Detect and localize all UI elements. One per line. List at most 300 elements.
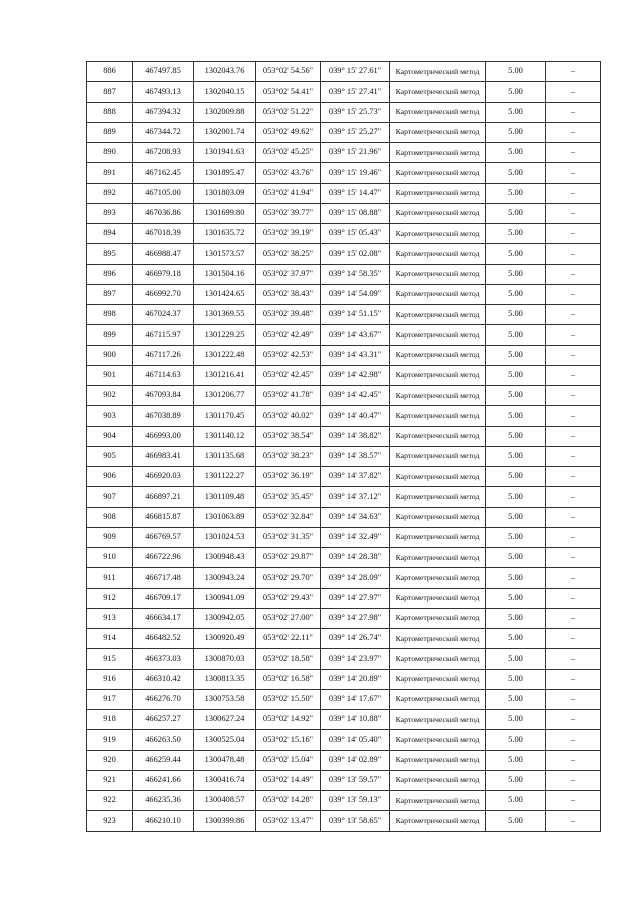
method-cell: Картометрический метод: [390, 82, 486, 102]
accuracy-cell: 5.00: [486, 305, 546, 325]
x-coordinate-cell: 467162.45: [133, 163, 194, 183]
table-row: [87, 588, 601, 608]
longitude-cell: 039° 14' 34.63": [321, 507, 390, 527]
method-cell: Картометрический метод: [390, 568, 486, 588]
x-coordinate-cell: 466276.70: [133, 689, 194, 709]
method-cell: Картометрический метод: [390, 608, 486, 628]
accuracy-cell: 5.00: [486, 62, 546, 82]
note-cell: –: [546, 143, 601, 163]
method-cell: Картометрический метод: [390, 689, 486, 709]
x-coordinate-cell: 467114.63: [133, 365, 194, 385]
note-cell: –: [546, 568, 601, 588]
longitude-cell: 039° 14' 40.47": [321, 406, 390, 426]
x-coordinate-cell: 466241.66: [133, 770, 194, 790]
latitude-cell: 053°02' 38.54": [256, 426, 321, 446]
x-coordinate-cell: 466257.27: [133, 710, 194, 730]
accuracy-cell: 5.00: [486, 203, 546, 223]
accuracy-cell: 5.00: [486, 386, 546, 406]
y-coordinate-cell: 1300870.03: [194, 649, 256, 669]
longitude-cell: 039° 14' 51.15": [321, 305, 390, 325]
latitude-cell: 053°02' 22.11": [256, 629, 321, 649]
table-row: [87, 527, 601, 547]
method-cell: Картометрический метод: [390, 649, 486, 669]
accuracy-cell: 5.00: [486, 82, 546, 102]
table-row: [87, 426, 601, 446]
y-coordinate-cell: 1301222.48: [194, 345, 256, 365]
note-cell: –: [546, 426, 601, 446]
latitude-cell: 053°02' 51.22": [256, 102, 321, 122]
point-number-cell: 895: [87, 244, 133, 264]
point-number-cell: 904: [87, 426, 133, 446]
point-number-cell: 887: [87, 82, 133, 102]
table-row: [87, 568, 601, 588]
note-cell: –: [546, 791, 601, 811]
method-cell: Картометрический метод: [390, 467, 486, 487]
longitude-cell: 039° 14' 23.97": [321, 649, 390, 669]
y-coordinate-cell: 1300813.35: [194, 669, 256, 689]
longitude-cell: 039° 14' 37.82": [321, 467, 390, 487]
y-coordinate-cell: 1300920.49: [194, 629, 256, 649]
table-row: [87, 102, 601, 122]
latitude-cell: 053°02' 37.97": [256, 264, 321, 284]
accuracy-cell: 5.00: [486, 710, 546, 730]
accuracy-cell: 5.00: [486, 750, 546, 770]
latitude-cell: 053°02' 39.19": [256, 224, 321, 244]
longitude-cell: 039° 15' 05.43": [321, 224, 390, 244]
point-number-cell: 908: [87, 507, 133, 527]
method-cell: Картометрический метод: [390, 426, 486, 446]
method-cell: Картометрический метод: [390, 284, 486, 304]
y-coordinate-cell: 1301941.63: [194, 143, 256, 163]
method-cell: Картометрический метод: [390, 345, 486, 365]
latitude-cell: 053°02' 40.02": [256, 406, 321, 426]
table-row: [87, 163, 601, 183]
method-cell: Картометрический метод: [390, 548, 486, 568]
point-number-cell: 913: [87, 608, 133, 628]
method-cell: Картометрический метод: [390, 102, 486, 122]
point-number-cell: 916: [87, 669, 133, 689]
x-coordinate-cell: 467018.39: [133, 224, 194, 244]
x-coordinate-cell: 467115.97: [133, 325, 194, 345]
y-coordinate-cell: 1301803.09: [194, 183, 256, 203]
table-row: [87, 487, 601, 507]
note-cell: –: [546, 325, 601, 345]
x-coordinate-cell: 466210.10: [133, 811, 194, 831]
latitude-cell: 053°02' 16.58": [256, 669, 321, 689]
table-row: [87, 82, 601, 102]
latitude-cell: 053°02' 38.23": [256, 446, 321, 466]
table-row: [87, 143, 601, 163]
accuracy-cell: 5.00: [486, 284, 546, 304]
point-number-cell: 898: [87, 305, 133, 325]
y-coordinate-cell: 1301216.41: [194, 365, 256, 385]
x-coordinate-cell: 466983.41: [133, 446, 194, 466]
latitude-cell: 053°02' 15.50": [256, 689, 321, 709]
y-coordinate-cell: 1301895.47: [194, 163, 256, 183]
method-cell: Картометрический метод: [390, 446, 486, 466]
y-coordinate-cell: 1302001.74: [194, 122, 256, 142]
method-cell: Картометрический метод: [390, 244, 486, 264]
longitude-cell: 039° 14' 10.88": [321, 710, 390, 730]
note-cell: –: [546, 62, 601, 82]
note-cell: –: [546, 730, 601, 750]
note-cell: –: [546, 122, 601, 142]
table-row: [87, 629, 601, 649]
accuracy-cell: 5.00: [486, 629, 546, 649]
longitude-cell: 039° 15' 02.08": [321, 244, 390, 264]
longitude-cell: 039° 13' 59.13": [321, 791, 390, 811]
longitude-cell: 039° 14' 28.09": [321, 568, 390, 588]
point-number-cell: 901: [87, 365, 133, 385]
accuracy-cell: 5.00: [486, 325, 546, 345]
longitude-cell: 039° 14' 43.67": [321, 325, 390, 345]
note-cell: –: [546, 487, 601, 507]
method-cell: Картометрический метод: [390, 770, 486, 790]
table-row: [87, 669, 601, 689]
point-number-cell: 886: [87, 62, 133, 82]
method-cell: Картометрический метод: [390, 730, 486, 750]
accuracy-cell: 5.00: [486, 426, 546, 446]
accuracy-cell: 5.00: [486, 183, 546, 203]
table-row: [87, 305, 601, 325]
accuracy-cell: 5.00: [486, 608, 546, 628]
x-coordinate-cell: 467038.89: [133, 406, 194, 426]
longitude-cell: 039° 15' 19.46": [321, 163, 390, 183]
accuracy-cell: 5.00: [486, 122, 546, 142]
table-row: [87, 811, 601, 831]
x-coordinate-cell: 466259.44: [133, 750, 194, 770]
y-coordinate-cell: 1301424.65: [194, 284, 256, 304]
y-coordinate-cell: 1301135.68: [194, 446, 256, 466]
x-coordinate-cell: 466482.52: [133, 629, 194, 649]
x-coordinate-cell: 467394.32: [133, 102, 194, 122]
x-coordinate-cell: 467024.37: [133, 305, 194, 325]
coordinates-table-body: [87, 62, 601, 832]
x-coordinate-cell: 467117.26: [133, 345, 194, 365]
note-cell: –: [546, 710, 601, 730]
longitude-cell: 039° 14' 27.98": [321, 608, 390, 628]
longitude-cell: 039° 14' 54.09": [321, 284, 390, 304]
point-number-cell: 917: [87, 689, 133, 709]
accuracy-cell: 5.00: [486, 467, 546, 487]
y-coordinate-cell: 1301140.12: [194, 426, 256, 446]
latitude-cell: 053°02' 32.84": [256, 507, 321, 527]
note-cell: –: [546, 770, 601, 790]
table-row: [87, 548, 601, 568]
latitude-cell: 053°02' 18.58": [256, 649, 321, 669]
latitude-cell: 053°02' 41.94": [256, 183, 321, 203]
y-coordinate-cell: 1300627.24: [194, 710, 256, 730]
y-coordinate-cell: 1301504.16: [194, 264, 256, 284]
x-coordinate-cell: 467208.93: [133, 143, 194, 163]
point-number-cell: 892: [87, 183, 133, 203]
longitude-cell: 039° 13' 58.65": [321, 811, 390, 831]
point-number-cell: 900: [87, 345, 133, 365]
accuracy-cell: 5.00: [486, 791, 546, 811]
point-number-cell: 893: [87, 203, 133, 223]
longitude-cell: 039° 15' 27.61": [321, 62, 390, 82]
method-cell: Картометрический метод: [390, 62, 486, 82]
latitude-cell: 053°02' 54.56": [256, 62, 321, 82]
x-coordinate-cell: 466992.70: [133, 284, 194, 304]
x-coordinate-cell: 466988.47: [133, 244, 194, 264]
latitude-cell: 053°02' 39.48": [256, 305, 321, 325]
table-row: [87, 264, 601, 284]
y-coordinate-cell: 1300408.57: [194, 791, 256, 811]
accuracy-cell: 5.00: [486, 143, 546, 163]
accuracy-cell: 5.00: [486, 568, 546, 588]
y-coordinate-cell: 1301573.57: [194, 244, 256, 264]
longitude-cell: 039° 14' 02.89": [321, 750, 390, 770]
x-coordinate-cell: 466634.17: [133, 608, 194, 628]
y-coordinate-cell: 1301369.55: [194, 305, 256, 325]
note-cell: –: [546, 608, 601, 628]
y-coordinate-cell: 1300943.24: [194, 568, 256, 588]
note-cell: –: [546, 203, 601, 223]
y-coordinate-cell: 1301206.77: [194, 386, 256, 406]
longitude-cell: 039° 13' 59.57": [321, 770, 390, 790]
y-coordinate-cell: 1300948.43: [194, 548, 256, 568]
point-number-cell: 912: [87, 588, 133, 608]
latitude-cell: 053°02' 39.77": [256, 203, 321, 223]
note-cell: –: [546, 507, 601, 527]
table-row: [87, 750, 601, 770]
x-coordinate-cell: 466722.96: [133, 548, 194, 568]
x-coordinate-cell: 466920.03: [133, 467, 194, 487]
accuracy-cell: 5.00: [486, 770, 546, 790]
method-cell: Картометрический метод: [390, 365, 486, 385]
method-cell: Картометрический метод: [390, 588, 486, 608]
point-number-cell: 906: [87, 467, 133, 487]
method-cell: Картометрический метод: [390, 669, 486, 689]
accuracy-cell: 5.00: [486, 487, 546, 507]
x-coordinate-cell: 467036.86: [133, 203, 194, 223]
x-coordinate-cell: 467093.84: [133, 386, 194, 406]
table-row: [87, 467, 601, 487]
point-number-cell: 890: [87, 143, 133, 163]
table-row: [87, 446, 601, 466]
latitude-cell: 053°02' 15.16": [256, 730, 321, 750]
accuracy-cell: 5.00: [486, 163, 546, 183]
note-cell: –: [546, 750, 601, 770]
y-coordinate-cell: 1300478.48: [194, 750, 256, 770]
note-cell: –: [546, 82, 601, 102]
y-coordinate-cell: 1302043.76: [194, 62, 256, 82]
accuracy-cell: 5.00: [486, 527, 546, 547]
point-number-cell: 902: [87, 386, 133, 406]
latitude-cell: 053°02' 41.78": [256, 386, 321, 406]
accuracy-cell: 5.00: [486, 689, 546, 709]
point-number-cell: 919: [87, 730, 133, 750]
accuracy-cell: 5.00: [486, 669, 546, 689]
table-row: [87, 791, 601, 811]
note-cell: –: [546, 406, 601, 426]
note-cell: –: [546, 527, 601, 547]
latitude-cell: 053°02' 42.53": [256, 345, 321, 365]
note-cell: –: [546, 649, 601, 669]
method-cell: Картометрический метод: [390, 507, 486, 527]
longitude-cell: 039° 15' 25.27": [321, 122, 390, 142]
point-number-cell: 888: [87, 102, 133, 122]
longitude-cell: 039° 14' 43.31": [321, 345, 390, 365]
y-coordinate-cell: 1301229.25: [194, 325, 256, 345]
latitude-cell: 053°02' 14.49": [256, 770, 321, 790]
note-cell: –: [546, 467, 601, 487]
longitude-cell: 039° 14' 38.57": [321, 446, 390, 466]
longitude-cell: 039° 15' 14.47": [321, 183, 390, 203]
accuracy-cell: 5.00: [486, 264, 546, 284]
longitude-cell: 039° 14' 28.38": [321, 548, 390, 568]
table-row: [87, 325, 601, 345]
table-row: [87, 224, 601, 244]
note-cell: –: [546, 629, 601, 649]
x-coordinate-cell: 466310.42: [133, 669, 194, 689]
y-coordinate-cell: 1300753.58: [194, 689, 256, 709]
x-coordinate-cell: 466993.00: [133, 426, 194, 446]
table-row: [87, 365, 601, 385]
method-cell: Картометрический метод: [390, 305, 486, 325]
point-number-cell: 909: [87, 527, 133, 547]
table-row: [87, 203, 601, 223]
method-cell: Картометрический метод: [390, 629, 486, 649]
x-coordinate-cell: 466979.18: [133, 264, 194, 284]
y-coordinate-cell: 1300416.74: [194, 770, 256, 790]
x-coordinate-cell: 466709.17: [133, 588, 194, 608]
table-row: [87, 62, 601, 82]
point-number-cell: 918: [87, 710, 133, 730]
note-cell: –: [546, 305, 601, 325]
note-cell: –: [546, 446, 601, 466]
note-cell: –: [546, 284, 601, 304]
point-number-cell: 915: [87, 649, 133, 669]
y-coordinate-cell: 1300399.86: [194, 811, 256, 831]
latitude-cell: 053°02' 29.43": [256, 588, 321, 608]
method-cell: Картометрический метод: [390, 264, 486, 284]
latitude-cell: 053°02' 29.87": [256, 548, 321, 568]
method-cell: Картометрический метод: [390, 183, 486, 203]
accuracy-cell: 5.00: [486, 649, 546, 669]
method-cell: Картометрический метод: [390, 386, 486, 406]
accuracy-cell: 5.00: [486, 507, 546, 527]
table-row: [87, 689, 601, 709]
y-coordinate-cell: 1300525.04: [194, 730, 256, 750]
longitude-cell: 039° 14' 27.97": [321, 588, 390, 608]
latitude-cell: 053°02' 42.49": [256, 325, 321, 345]
longitude-cell: 039° 14' 38.82": [321, 426, 390, 446]
x-coordinate-cell: 466263.50: [133, 730, 194, 750]
accuracy-cell: 5.00: [486, 446, 546, 466]
point-number-cell: 896: [87, 264, 133, 284]
x-coordinate-cell: 466373.03: [133, 649, 194, 669]
latitude-cell: 053°02' 31.35": [256, 527, 321, 547]
note-cell: –: [546, 588, 601, 608]
point-number-cell: 903: [87, 406, 133, 426]
note-cell: –: [546, 224, 601, 244]
longitude-cell: 039° 14' 42.98": [321, 365, 390, 385]
x-coordinate-cell: 466235.36: [133, 791, 194, 811]
y-coordinate-cell: 1301109.48: [194, 487, 256, 507]
note-cell: –: [546, 102, 601, 122]
method-cell: Картометрический метод: [390, 325, 486, 345]
x-coordinate-cell: 467497.85: [133, 62, 194, 82]
accuracy-cell: 5.00: [486, 102, 546, 122]
longitude-cell: 039° 14' 26.74": [321, 629, 390, 649]
table-row: [87, 770, 601, 790]
point-number-cell: 894: [87, 224, 133, 244]
method-cell: Картометрический метод: [390, 811, 486, 831]
y-coordinate-cell: 1301063.89: [194, 507, 256, 527]
y-coordinate-cell: 1301699.80: [194, 203, 256, 223]
latitude-cell: 053°02' 45.25": [256, 143, 321, 163]
note-cell: –: [546, 163, 601, 183]
accuracy-cell: 5.00: [486, 224, 546, 244]
accuracy-cell: 5.00: [486, 548, 546, 568]
latitude-cell: 053°02' 15.04": [256, 750, 321, 770]
accuracy-cell: 5.00: [486, 406, 546, 426]
method-cell: Картометрический метод: [390, 527, 486, 547]
latitude-cell: 053°02' 14.92": [256, 710, 321, 730]
y-coordinate-cell: 1301635.72: [194, 224, 256, 244]
x-coordinate-cell: 466815.87: [133, 507, 194, 527]
note-cell: –: [546, 386, 601, 406]
point-number-cell: 905: [87, 446, 133, 466]
latitude-cell: 053°02' 38.43": [256, 284, 321, 304]
note-cell: –: [546, 264, 601, 284]
point-number-cell: 910: [87, 548, 133, 568]
latitude-cell: 053°02' 43.76": [256, 163, 321, 183]
method-cell: Картометрический метод: [390, 487, 486, 507]
table-row: [87, 183, 601, 203]
method-cell: Картометрический метод: [390, 750, 486, 770]
x-coordinate-cell: 467493.13: [133, 82, 194, 102]
accuracy-cell: 5.00: [486, 811, 546, 831]
table-row: [87, 507, 601, 527]
point-number-cell: 907: [87, 487, 133, 507]
note-cell: –: [546, 811, 601, 831]
longitude-cell: 039° 15' 08.88": [321, 203, 390, 223]
table-row: [87, 710, 601, 730]
x-coordinate-cell: 467344.72: [133, 122, 194, 142]
accuracy-cell: 5.00: [486, 365, 546, 385]
note-cell: –: [546, 345, 601, 365]
point-number-cell: 911: [87, 568, 133, 588]
point-number-cell: 923: [87, 811, 133, 831]
latitude-cell: 053°02' 38.25": [256, 244, 321, 264]
note-cell: –: [546, 669, 601, 689]
table-row: [87, 122, 601, 142]
longitude-cell: 039° 14' 17.67": [321, 689, 390, 709]
accuracy-cell: 5.00: [486, 244, 546, 264]
point-number-cell: 914: [87, 629, 133, 649]
accuracy-cell: 5.00: [486, 730, 546, 750]
latitude-cell: 053°02' 54.41": [256, 82, 321, 102]
y-coordinate-cell: 1301170.45: [194, 406, 256, 426]
table-row: [87, 284, 601, 304]
accuracy-cell: 5.00: [486, 345, 546, 365]
method-cell: Картометрический метод: [390, 791, 486, 811]
y-coordinate-cell: 1302009.88: [194, 102, 256, 122]
table-row: [87, 244, 601, 264]
x-coordinate-cell: 466769.57: [133, 527, 194, 547]
longitude-cell: 039° 14' 58.35": [321, 264, 390, 284]
longitude-cell: 039° 15' 27.41": [321, 82, 390, 102]
y-coordinate-cell: 1301122.27: [194, 467, 256, 487]
point-number-cell: 891: [87, 163, 133, 183]
table-row: [87, 345, 601, 365]
x-coordinate-cell: 466897.21: [133, 487, 194, 507]
method-cell: Картометрический метод: [390, 143, 486, 163]
method-cell: Картометрический метод: [390, 224, 486, 244]
